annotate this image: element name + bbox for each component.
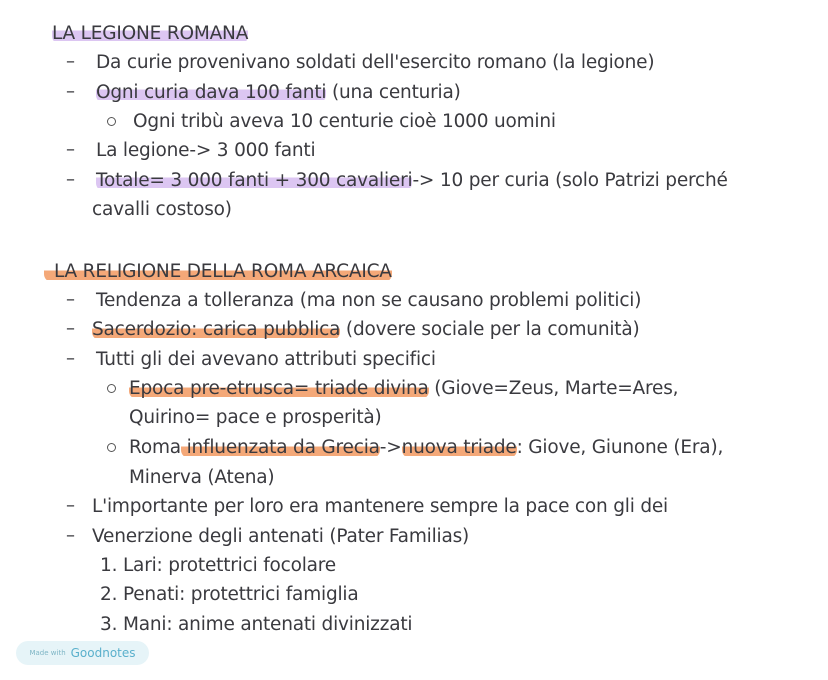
list-item: La legione-> 3 000 fanti bbox=[96, 140, 316, 161]
circle-bullet bbox=[107, 443, 116, 452]
list-item: Epoca pre-etrusca= triade divina (Giove=Zeus, Marte=Ares, bbox=[129, 378, 679, 399]
list-item: Sacerdozio: carica pubblica (dovere sociale per la comunità) bbox=[92, 319, 640, 340]
heading-legione: LA LEGIONE ROMANA bbox=[52, 23, 249, 44]
list-item: Ogni curia dava 100 fanti (una centuria) bbox=[96, 82, 461, 103]
list-item: Roma influenzata da Grecia->nuova triade: Giove, Giunone (Era), bbox=[129, 437, 724, 458]
list-item-continuation: Minerva (Atena) bbox=[129, 467, 275, 488]
numbered-item: 2. Penati: protettrici famiglia bbox=[100, 584, 359, 605]
list-item: Tendenza a tolleranza (ma non se causano problemi politici) bbox=[96, 290, 642, 311]
dash-bullet: – bbox=[66, 81, 75, 102]
dash-bullet: – bbox=[66, 139, 75, 160]
list-item-continuation: cavalli costoso) bbox=[92, 199, 232, 220]
list-item: L'importante per loro era mantenere sempre la pace con gli dei bbox=[92, 496, 668, 517]
goodnotes-badge[interactable]: Made with Goodnotes bbox=[16, 641, 149, 665]
list-item: Venerzione degli antenati (Pater Familias) bbox=[92, 526, 470, 547]
dash-bullet: – bbox=[66, 495, 75, 516]
circle-bullet bbox=[107, 117, 116, 126]
list-item: Ogni tribù aveva 10 centurie cioè 1000 uomini bbox=[133, 111, 556, 132]
list-item: Da curie provenivano soldati dell'esercito romano (la legione) bbox=[96, 52, 655, 73]
dash-bullet: – bbox=[66, 525, 75, 546]
numbered-item: 3. Mani: anime antenati divinizzati bbox=[100, 614, 413, 635]
dash-bullet: – bbox=[66, 169, 75, 190]
list-item-continuation: Quirino= pace e prosperità) bbox=[129, 407, 382, 428]
dash-bullet: – bbox=[66, 348, 75, 369]
list-item: Tutti gli dei avevano attributi specifici bbox=[96, 349, 436, 370]
dash-bullet: – bbox=[66, 289, 75, 310]
list-item: Totale= 3 000 fanti + 300 cavalieri-> 10 per curia (solo Patrizi perché bbox=[96, 170, 728, 191]
circle-bullet bbox=[107, 384, 116, 393]
dash-bullet: – bbox=[66, 318, 75, 339]
heading-religione: LA RELIGIONE DELLA ROMA ARCAICA bbox=[44, 260, 392, 284]
dash-bullet: – bbox=[66, 51, 75, 72]
numbered-item: 1. Lari: protettrici focolare bbox=[100, 555, 336, 576]
